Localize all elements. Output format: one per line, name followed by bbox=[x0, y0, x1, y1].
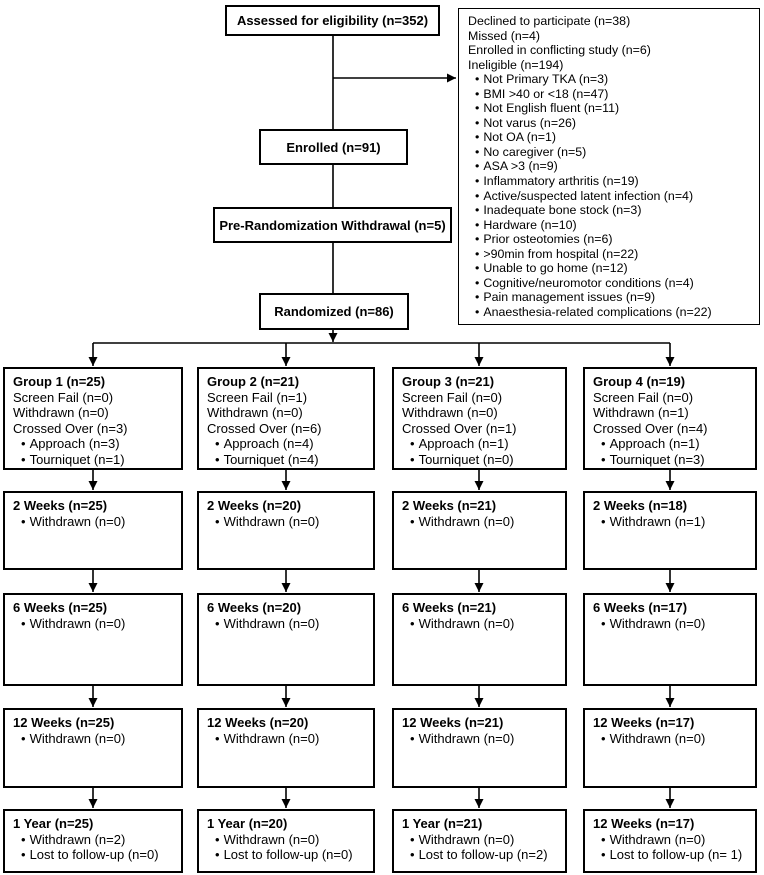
bullet-icon: • bbox=[475, 275, 480, 290]
bullet-text: Inadequate bone stock (n=3) bbox=[483, 203, 642, 218]
bullet-text: Withdrawn (n=0) bbox=[223, 730, 320, 746]
followup-bullets bbox=[13, 832, 176, 863]
group-bullet-lines bbox=[13, 436, 176, 467]
bullet-icon: • bbox=[410, 451, 415, 467]
bullet-icon: • bbox=[21, 451, 26, 467]
followup-bullets bbox=[593, 832, 750, 863]
group-plain-lines bbox=[402, 390, 560, 437]
bullet-line bbox=[593, 847, 750, 863]
followup-title: 12 Weeks (n=20) bbox=[207, 715, 309, 730]
bullet-icon: • bbox=[475, 261, 480, 276]
bullet-text: Withdrawn (n=0) bbox=[418, 831, 515, 847]
group-4-box bbox=[583, 367, 757, 470]
followup-bullets bbox=[207, 514, 368, 530]
exclusion-plain-lines bbox=[468, 14, 754, 72]
bullet-text: Lost to follow-up (n=0) bbox=[29, 847, 159, 862]
group-2-6-weeks-box bbox=[197, 593, 375, 686]
bullet-icon: • bbox=[475, 159, 480, 174]
bullet-line bbox=[468, 290, 754, 305]
bullet-text: Withdrawn (n=0) bbox=[29, 730, 126, 746]
bullet-icon: • bbox=[215, 513, 220, 529]
group-bullet-lines bbox=[402, 436, 560, 467]
bullet-text: Tourniquet (n=0) bbox=[418, 451, 514, 467]
followup-bullets bbox=[207, 731, 368, 747]
bullet-icon: • bbox=[601, 615, 606, 631]
group-title: Group 4 (n=19) bbox=[593, 374, 686, 389]
bullet-text: Withdrawn (n=0) bbox=[223, 513, 320, 529]
group-plain-lines bbox=[207, 390, 368, 437]
group-3-6-weeks-box bbox=[392, 593, 567, 686]
bullet-line bbox=[402, 452, 560, 468]
bullet-text: Withdrawn (n=2) bbox=[29, 831, 126, 847]
bullet-text: Pain management issues (n=9) bbox=[483, 290, 656, 305]
group-3-box bbox=[392, 367, 567, 470]
followup-bullets bbox=[13, 731, 176, 747]
bullet-icon: • bbox=[215, 847, 220, 862]
bullet-text: No caregiver (n=5) bbox=[483, 144, 587, 159]
bullet-line bbox=[593, 436, 750, 452]
followup-bullets bbox=[402, 731, 560, 747]
bullet-icon: • bbox=[410, 513, 415, 529]
bullet-line bbox=[468, 101, 754, 116]
bullet-text: Withdrawn (n=0) bbox=[609, 831, 706, 847]
bullet-icon: • bbox=[410, 831, 415, 847]
bullet-line bbox=[593, 832, 750, 848]
bullet-text: Tourniquet (n=3) bbox=[609, 451, 705, 467]
bullet-text: Prior osteotomies (n=6) bbox=[483, 232, 613, 247]
group-4-final-box bbox=[583, 809, 757, 873]
group-title: Group 2 (n=21) bbox=[207, 374, 300, 389]
text-line: Declined to participate (n=38) bbox=[468, 14, 631, 28]
bullet-text: >90min from hospital (n=22) bbox=[483, 246, 639, 261]
bullet-text: Approach (n=4) bbox=[223, 436, 314, 451]
followup-title: 12 Weeks (n=17) bbox=[593, 715, 695, 730]
bullet-text: Withdrawn (n=0) bbox=[418, 730, 515, 746]
text-line: Crossed Over (n=6) bbox=[207, 420, 322, 436]
group-2-12-weeks-box bbox=[197, 708, 375, 788]
bullet-icon: • bbox=[601, 831, 606, 847]
exclusions-box bbox=[458, 8, 760, 325]
group-3-12-weeks-box bbox=[392, 708, 567, 788]
bullet-line bbox=[207, 616, 368, 632]
group-4-2-weeks-box bbox=[583, 491, 757, 570]
bullet-line bbox=[468, 145, 754, 160]
text-line: Screen Fail (n=1) bbox=[207, 389, 308, 405]
followup-bullets bbox=[13, 514, 176, 530]
bullet-line bbox=[207, 452, 368, 468]
group-1-12-weeks-box bbox=[3, 708, 183, 788]
followup-bullets bbox=[593, 731, 750, 747]
bullet-text: Approach (n=1) bbox=[418, 436, 509, 451]
bullet-icon: • bbox=[475, 188, 480, 203]
group-bullet-lines bbox=[207, 436, 368, 467]
bullet-text: Lost to follow-up (n=0) bbox=[223, 847, 353, 862]
group-1-final-box bbox=[3, 809, 183, 873]
bullet-text: Withdrawn (n=1) bbox=[609, 513, 706, 529]
text-line: Screen Fail (n=0) bbox=[593, 389, 694, 405]
bullet-line bbox=[402, 832, 560, 848]
bullet-icon: • bbox=[601, 513, 606, 529]
group-4-12-weeks-box bbox=[583, 708, 757, 788]
bullet-text: Lost to follow-up (n=2) bbox=[418, 847, 548, 862]
bullet-line bbox=[468, 72, 754, 87]
pre-randomization-box: Pre-Randomization Withdrawal (n=5) bbox=[213, 207, 452, 243]
bullet-icon: • bbox=[475, 290, 480, 305]
bullet-line bbox=[207, 436, 368, 452]
followup-title: 12 Weeks (n=25) bbox=[13, 715, 115, 730]
text-line: Crossed Over (n=1) bbox=[402, 420, 517, 436]
bullet-line bbox=[468, 218, 754, 233]
bullet-text: Hardware (n=10) bbox=[483, 217, 577, 232]
bullet-icon: • bbox=[21, 730, 26, 746]
bullet-text: Anaesthesia-related complications (n=22) bbox=[483, 304, 712, 319]
text-line: Withdrawn (n=1) bbox=[593, 405, 689, 420]
group-3-2-weeks-box bbox=[392, 491, 567, 570]
bullet-line bbox=[468, 174, 754, 189]
text-line: Withdrawn (n=0) bbox=[402, 405, 498, 420]
followup-title: 2 Weeks (n=25) bbox=[13, 498, 108, 513]
bullet-text: Withdrawn (n=0) bbox=[418, 615, 515, 631]
bullet-line bbox=[13, 832, 176, 848]
bullet-icon: • bbox=[475, 232, 480, 247]
bullet-icon: • bbox=[475, 130, 480, 145]
followup-title: 6 Weeks (n=21) bbox=[402, 600, 497, 615]
bullet-line bbox=[468, 305, 754, 320]
bullet-text: Tourniquet (n=1) bbox=[29, 451, 125, 467]
followup-bullets bbox=[402, 514, 560, 530]
bullet-text: Not Primary TKA (n=3) bbox=[483, 72, 609, 87]
text-line: Screen Fail (n=0) bbox=[402, 389, 503, 405]
bullet-line bbox=[13, 847, 176, 863]
bullet-icon: • bbox=[410, 847, 415, 862]
followup-title: 2 Weeks (n=20) bbox=[207, 498, 302, 513]
group-1-6-weeks-box bbox=[3, 593, 183, 686]
bullet-line bbox=[402, 616, 560, 632]
bullet-icon: • bbox=[215, 615, 220, 631]
bullet-icon: • bbox=[601, 451, 606, 467]
bullet-icon: • bbox=[475, 304, 480, 319]
text-line: Screen Fail (n=0) bbox=[13, 389, 114, 405]
bullet-text: Withdrawn (n=0) bbox=[609, 730, 706, 746]
group-1-2-weeks-box bbox=[3, 491, 183, 570]
bullet-icon: • bbox=[215, 451, 220, 467]
bullet-line bbox=[402, 847, 560, 863]
bullet-line bbox=[468, 247, 754, 262]
bullet-text: Inflammatory arthritis (n=19) bbox=[483, 174, 639, 189]
followup-bullets bbox=[593, 616, 750, 632]
bullet-line bbox=[468, 232, 754, 247]
bullet-line bbox=[593, 452, 750, 468]
followup-bullets bbox=[207, 616, 368, 632]
bullet-line bbox=[402, 514, 560, 530]
text-line: Withdrawn (n=0) bbox=[13, 405, 109, 420]
bullet-line bbox=[13, 731, 176, 747]
followup-bullets bbox=[593, 514, 750, 530]
bullet-icon: • bbox=[475, 72, 480, 87]
bullet-icon: • bbox=[215, 730, 220, 746]
group-plain-lines bbox=[13, 390, 176, 437]
bullet-text: Not OA (n=1) bbox=[483, 130, 556, 145]
bullet-line bbox=[593, 514, 750, 530]
bullet-icon: • bbox=[475, 174, 480, 189]
bullet-icon: • bbox=[410, 730, 415, 746]
bullet-line bbox=[13, 452, 176, 468]
followup-title: 6 Weeks (n=17) bbox=[593, 600, 688, 615]
text-line: Enrolled in conflicting study (n=6) bbox=[468, 43, 651, 58]
bullet-icon: • bbox=[475, 203, 480, 218]
bullet-icon: • bbox=[215, 831, 220, 847]
bullet-line bbox=[468, 261, 754, 276]
bullet-text: Withdrawn (n=0) bbox=[29, 615, 126, 631]
text-line: Ineligible (n=194) bbox=[468, 57, 564, 72]
followup-title: 1 Year (n=20) bbox=[207, 816, 288, 831]
bullet-line bbox=[207, 847, 368, 863]
bullet-line bbox=[402, 731, 560, 747]
followup-bullets bbox=[402, 616, 560, 632]
bullet-icon: • bbox=[475, 144, 480, 159]
bullet-text: Cognitive/neuromotor conditions (n=4) bbox=[483, 275, 694, 290]
text-line: Crossed Over (n=3) bbox=[13, 420, 128, 436]
bullet-icon: • bbox=[21, 436, 26, 451]
bullet-icon: • bbox=[475, 246, 480, 261]
bullet-icon: • bbox=[215, 436, 220, 451]
bullet-line bbox=[468, 159, 754, 174]
bullet-icon: • bbox=[21, 831, 26, 847]
text-line: Crossed Over (n=4) bbox=[593, 420, 708, 436]
bullet-text: Withdrawn (n=0) bbox=[29, 513, 126, 529]
bullet-line bbox=[593, 616, 750, 632]
group-title: Group 3 (n=21) bbox=[402, 374, 495, 389]
group-plain-lines bbox=[593, 390, 750, 437]
bullet-line bbox=[207, 832, 368, 848]
assessed-box: Assessed for eligibility (n=352) bbox=[225, 5, 440, 36]
bullet-icon: • bbox=[21, 513, 26, 529]
bullet-icon: • bbox=[475, 86, 480, 101]
bullet-icon: • bbox=[601, 730, 606, 746]
bullet-text: Tourniquet (n=4) bbox=[223, 451, 319, 467]
followup-title: 12 Weeks (n=21) bbox=[402, 715, 504, 730]
randomized-box: Randomized (n=86) bbox=[259, 293, 409, 330]
exclusion-bullet-lines bbox=[468, 72, 754, 319]
followup-title: 1 Year (n=21) bbox=[402, 816, 483, 831]
bullet-text: BMI >40 or <18 (n=47) bbox=[483, 86, 609, 101]
text-line: Missed (n=4) bbox=[468, 28, 540, 43]
followup-bullets bbox=[13, 616, 176, 632]
followup-title: 1 Year (n=25) bbox=[13, 816, 94, 831]
followup-title: 2 Weeks (n=21) bbox=[402, 498, 497, 513]
bullet-icon: • bbox=[475, 101, 480, 116]
followup-title: 6 Weeks (n=20) bbox=[207, 600, 302, 615]
bullet-icon: • bbox=[21, 615, 26, 631]
bullet-text: Not varus (n=26) bbox=[483, 115, 576, 130]
bullet-line bbox=[468, 130, 754, 145]
group-title: Group 1 (n=25) bbox=[13, 374, 106, 389]
group-2-box bbox=[197, 367, 375, 470]
bullet-icon: • bbox=[410, 615, 415, 631]
bullet-line bbox=[13, 616, 176, 632]
bullet-icon: • bbox=[601, 847, 606, 862]
group-2-final-box bbox=[197, 809, 375, 873]
followup-title: 2 Weeks (n=18) bbox=[593, 498, 688, 513]
bullet-line bbox=[468, 87, 754, 102]
bullet-line bbox=[468, 116, 754, 131]
bullet-icon: • bbox=[601, 436, 606, 451]
bullet-text: Withdrawn (n=0) bbox=[418, 513, 515, 529]
followup-bullets bbox=[402, 832, 560, 863]
bullet-line bbox=[13, 514, 176, 530]
group-2-2-weeks-box bbox=[197, 491, 375, 570]
text-line: Withdrawn (n=0) bbox=[207, 405, 303, 420]
followup-title: 12 Weeks (n=17) bbox=[593, 816, 695, 831]
bullet-icon: • bbox=[475, 217, 480, 232]
group-bullet-lines bbox=[593, 436, 750, 467]
bullet-line bbox=[468, 203, 754, 218]
followup-title: 6 Weeks (n=25) bbox=[13, 600, 108, 615]
bullet-line bbox=[402, 436, 560, 452]
bullet-text: Active/suspected latent infection (n=4) bbox=[483, 188, 694, 203]
bullet-text: Approach (n=3) bbox=[29, 436, 120, 451]
followup-bullets bbox=[207, 832, 368, 863]
group-4-6-weeks-box bbox=[583, 593, 757, 686]
bullet-line bbox=[207, 514, 368, 530]
bullet-text: Not English fluent (n=11) bbox=[483, 101, 620, 116]
bullet-line bbox=[468, 276, 754, 291]
group-1-box bbox=[3, 367, 183, 470]
bullet-line bbox=[207, 731, 368, 747]
bullet-text: Lost to follow-up (n= 1) bbox=[609, 847, 743, 862]
bullet-line bbox=[468, 189, 754, 204]
enrolled-box: Enrolled (n=91) bbox=[259, 129, 408, 165]
bullet-text: Withdrawn (n=0) bbox=[223, 615, 320, 631]
bullet-text: Unable to go home (n=12) bbox=[483, 261, 628, 276]
bullet-icon: • bbox=[475, 115, 480, 130]
bullet-icon: • bbox=[21, 847, 26, 862]
group-3-final-box bbox=[392, 809, 567, 873]
bullet-line bbox=[13, 436, 176, 452]
bullet-line bbox=[593, 731, 750, 747]
bullet-icon: • bbox=[410, 436, 415, 451]
bullet-text: Approach (n=1) bbox=[609, 436, 700, 451]
bullet-text: Withdrawn (n=0) bbox=[223, 831, 320, 847]
bullet-text: ASA >3 (n=9) bbox=[483, 159, 558, 174]
bullet-text: Withdrawn (n=0) bbox=[609, 615, 706, 631]
